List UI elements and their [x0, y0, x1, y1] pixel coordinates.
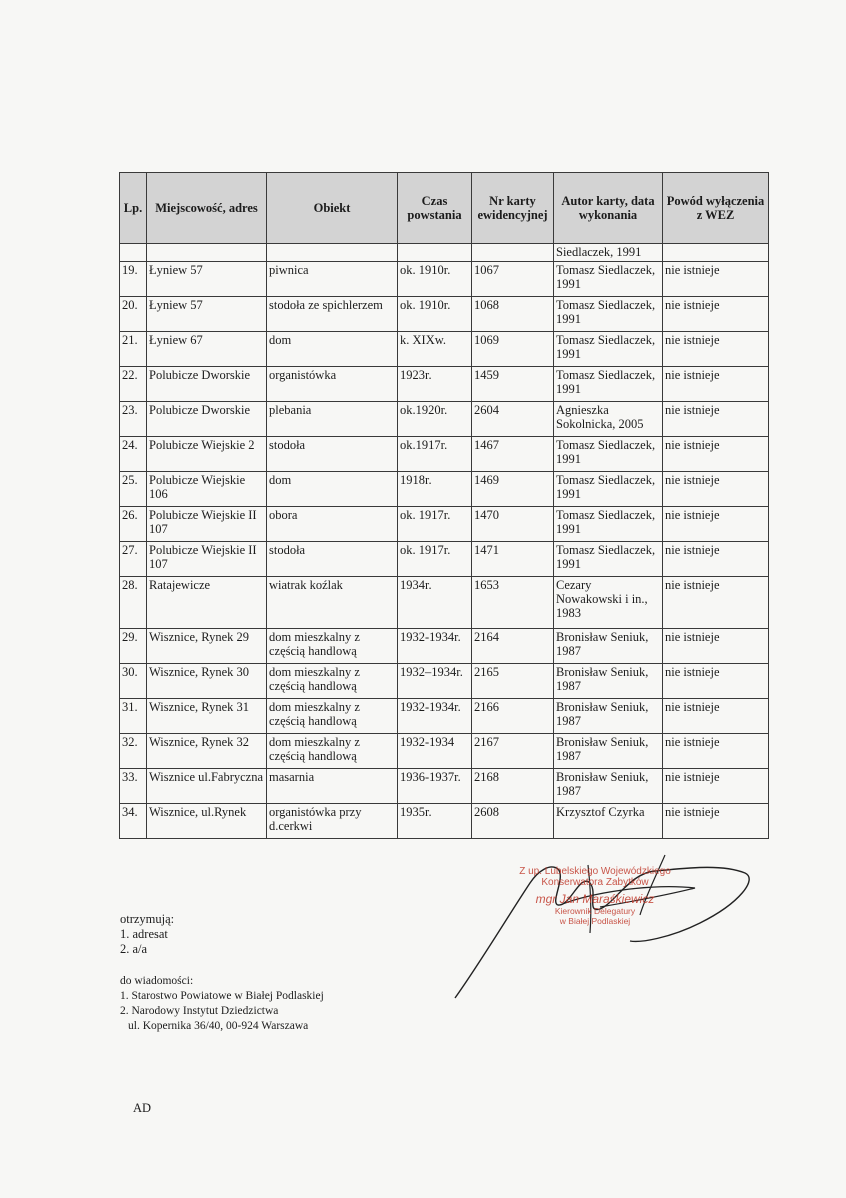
stamp-line-1: Z up. Lubelskiego Wojewódzkiego	[519, 866, 671, 877]
table-cell: Wisznice ul.Fabryczna	[147, 769, 267, 804]
table-cell	[120, 244, 147, 262]
table-row	[120, 699, 769, 734]
table-cell: ok. 1910r.	[398, 262, 472, 297]
stamp-line-2: Konserwatora Zabytków	[541, 877, 649, 888]
notice-item: 2. Narodowy Instytut Dziedzictwa	[120, 1005, 279, 1017]
official-stamp	[495, 866, 695, 926]
table-cell: 26.	[120, 507, 147, 542]
table-cell: Ratajewicze	[147, 577, 267, 629]
table-cell: 2604	[472, 402, 554, 437]
table-cell: nie istnieje	[663, 332, 769, 367]
table-cell: ok.1917r.	[398, 437, 472, 472]
recipient-item: 1. adresat	[120, 927, 168, 941]
table-cell: Tomasz Siedlaczek, 1991	[554, 472, 663, 507]
table-cell: nie istnieje	[663, 699, 769, 734]
table-cell: nie istnieje	[663, 367, 769, 402]
stamp-role-1: Kierownik Delegatury	[554, 906, 636, 916]
column-header: Powód wyłączenia z WEZ	[663, 173, 769, 244]
table-cell: 2165	[472, 664, 554, 699]
table-cell: 34.	[120, 804, 147, 839]
table-cell: 24.	[120, 437, 147, 472]
table-cell: 32.	[120, 734, 147, 769]
table-cell: 20.	[120, 297, 147, 332]
table-cell: 1470	[472, 507, 554, 542]
table-cell: 1932–1934r.	[398, 664, 472, 699]
table-cell: 21.	[120, 332, 147, 367]
table-cell: Tomasz Siedlaczek, 1991	[554, 367, 663, 402]
table-cell: Polubicze Wiejskie 106	[147, 472, 267, 507]
table-cell: 1935r.	[398, 804, 472, 839]
column-header: Autor karty, data wykonania	[554, 173, 663, 244]
recipients-heading: otrzymują:	[120, 912, 175, 926]
table-cell: Wisznice, Rynek 30	[147, 664, 267, 699]
table-cell: ok. 1917r.	[398, 542, 472, 577]
table-cell: Krzysztof Czyrka	[554, 804, 663, 839]
table-cell: Polubicze Dworskie	[147, 402, 267, 437]
notice-item: ul. Kopernika 36/40, 00-924 Warszawa	[128, 1020, 309, 1032]
table-cell: 2168	[472, 769, 554, 804]
table-cell: 1918r.	[398, 472, 472, 507]
table-cell: 23.	[120, 402, 147, 437]
table-cell: stodoła	[267, 437, 398, 472]
table-cell: nie istnieje	[663, 262, 769, 297]
table-cell: nie istnieje	[663, 402, 769, 437]
table-cell: dom mieszkalny z częścią handlową	[267, 699, 398, 734]
notice-heading: do wiadomości:	[120, 975, 194, 987]
table-cell: Polubicze Wiejskie II 107	[147, 542, 267, 577]
table-cell: Łyniew 67	[147, 332, 267, 367]
table-row	[120, 734, 769, 769]
table-cell	[147, 244, 267, 262]
table-cell: 1653	[472, 577, 554, 629]
table-row	[120, 629, 769, 664]
column-header: Czas powstania	[398, 173, 472, 244]
table-cell: 2164	[472, 629, 554, 664]
table-cell: 1467	[472, 437, 554, 472]
table-cell: 1459	[472, 367, 554, 402]
table-row	[120, 332, 769, 367]
table-cell: ok.1920r.	[398, 402, 472, 437]
notice-item: 1. Starostwo Powiatowe w Białej Podlaskiej	[120, 990, 324, 1002]
table-row	[120, 262, 769, 297]
table-row	[120, 804, 769, 839]
table-cell: Cezary Nowakowski i in., 1983	[554, 577, 663, 629]
table-cell: 1069	[472, 332, 554, 367]
table-cell: Wisznice, Rynek 31	[147, 699, 267, 734]
recipients-block	[120, 912, 174, 957]
table-cell: 27.	[120, 542, 147, 577]
table-cell: ok. 1910r.	[398, 297, 472, 332]
table-cell: piwnica	[267, 262, 398, 297]
table-cell: dom mieszkalny z częścią handlową	[267, 664, 398, 699]
table-cell: 1471	[472, 542, 554, 577]
column-header: Lp.	[120, 173, 147, 244]
table-cell: 1923r.	[398, 367, 472, 402]
table-cell: nie istnieje	[663, 507, 769, 542]
table-cell: Tomasz Siedlaczek, 1991	[554, 507, 663, 542]
table-cell	[663, 244, 769, 262]
table-cell: nie istnieje	[663, 629, 769, 664]
table-row	[120, 367, 769, 402]
table-cell: 2166	[472, 699, 554, 734]
table-cell: nie istnieje	[663, 804, 769, 839]
table-cell: nie istnieje	[663, 664, 769, 699]
table-cell: Bronisław Seniuk, 1987	[554, 769, 663, 804]
table-cell: Wisznice, Rynek 29	[147, 629, 267, 664]
table-cell: Tomasz Siedlaczek, 1991	[554, 437, 663, 472]
table-cell: dom	[267, 472, 398, 507]
author-initials: AD	[133, 1101, 152, 1115]
table-cell: 2608	[472, 804, 554, 839]
table-cell: stodoła	[267, 542, 398, 577]
table-body	[120, 244, 769, 839]
table-cell: Siedlaczek, 1991	[554, 244, 663, 262]
column-header: Obiekt	[267, 173, 398, 244]
table-cell: 1932-1934	[398, 734, 472, 769]
table-cell: masarnia	[267, 769, 398, 804]
table-cell: Bronisław Seniuk, 1987	[554, 664, 663, 699]
notice-block	[120, 974, 324, 1034]
table-row	[120, 542, 769, 577]
table-cell: organistówka przy d.cerkwi	[267, 804, 398, 839]
table-cell: 1932-1934r.	[398, 629, 472, 664]
table-cell: 2167	[472, 734, 554, 769]
table-cell: Tomasz Siedlaczek, 1991	[554, 297, 663, 332]
table-cell: 1469	[472, 472, 554, 507]
register-table	[119, 172, 769, 839]
table-cell: 28.	[120, 577, 147, 629]
table-cell: Bronisław Seniuk, 1987	[554, 699, 663, 734]
table-cell: ok. 1917r.	[398, 507, 472, 542]
table-cell	[398, 244, 472, 262]
table-row	[120, 769, 769, 804]
table-cell: 31.	[120, 699, 147, 734]
table-cell: Agnieszka Sokolnicka, 2005	[554, 402, 663, 437]
table-cell: nie istnieje	[663, 472, 769, 507]
table-cell: nie istnieje	[663, 577, 769, 629]
table-header-row	[120, 173, 769, 244]
stamp-name: mgr Jan Marаśkiewicz	[535, 892, 655, 906]
table-cell: Wisznice, ul.Rynek	[147, 804, 267, 839]
table-row	[120, 244, 769, 262]
table-cell: 1068	[472, 297, 554, 332]
table-row	[120, 664, 769, 699]
column-header: Miejscowość, adres	[147, 173, 267, 244]
table-cell: 33.	[120, 769, 147, 804]
table-cell: Tomasz Siedlaczek, 1991	[554, 332, 663, 367]
table-cell: stodoła ze spichlerzem	[267, 297, 398, 332]
table-cell: Polubicze Dworskie	[147, 367, 267, 402]
table-cell	[472, 244, 554, 262]
table-cell: Polubicze Wiejskie II 107	[147, 507, 267, 542]
table-cell: 29.	[120, 629, 147, 664]
table-row	[120, 577, 769, 629]
table-cell: 1932-1934r.	[398, 699, 472, 734]
table-cell: nie istnieje	[663, 769, 769, 804]
table-cell: Wisznice, Rynek 32	[147, 734, 267, 769]
table-cell: nie istnieje	[663, 734, 769, 769]
table-row	[120, 472, 769, 507]
table-cell: 22.	[120, 367, 147, 402]
table-cell: nie istnieje	[663, 542, 769, 577]
table-cell: wiatrak koźlak	[267, 577, 398, 629]
table-cell: nie istnieje	[663, 297, 769, 332]
table-cell: Bronisław Seniuk, 1987	[554, 629, 663, 664]
table-cell: plebania	[267, 402, 398, 437]
table-cell: Tomasz Siedlaczek, 1991	[554, 542, 663, 577]
table-cell: Tomasz Siedlaczek, 1991	[554, 262, 663, 297]
table-cell: Łyniew 57	[147, 262, 267, 297]
table-cell: dom	[267, 332, 398, 367]
table-cell: 1936-1937r.	[398, 769, 472, 804]
stamp-role-2: w Białej Podlaskiej	[559, 916, 631, 926]
table-cell: organistówka	[267, 367, 398, 402]
table-cell: Polubicze Wiejskie 2	[147, 437, 267, 472]
table-cell: Bronisław Seniuk, 1987	[554, 734, 663, 769]
table-row	[120, 297, 769, 332]
table-cell: dom mieszkalny z częścią handlową	[267, 734, 398, 769]
table-cell: 1934r.	[398, 577, 472, 629]
table-cell: k. XIXw.	[398, 332, 472, 367]
table-cell: 25.	[120, 472, 147, 507]
recipient-item: 2. a/a	[120, 942, 148, 956]
table-cell: Łyniew 57	[147, 297, 267, 332]
table-cell: 19.	[120, 262, 147, 297]
table-row	[120, 402, 769, 437]
table-cell: obora	[267, 507, 398, 542]
table-cell: 30.	[120, 664, 147, 699]
table-row	[120, 507, 769, 542]
table-cell: 1067	[472, 262, 554, 297]
table-cell: nie istnieje	[663, 437, 769, 472]
column-header: Nr karty ewidencyjnej	[472, 173, 554, 244]
table-cell	[267, 244, 398, 262]
table-row	[120, 437, 769, 472]
table-cell: dom mieszkalny z częścią handlową	[267, 629, 398, 664]
